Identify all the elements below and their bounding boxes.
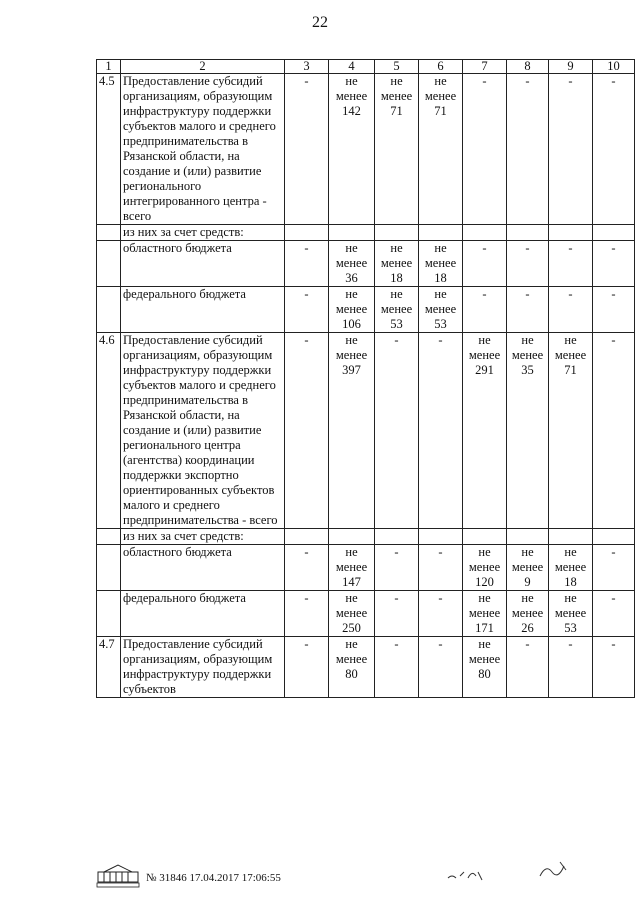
header-cell: 10 [593,60,635,74]
row-name: федерального бюджета [121,591,285,637]
row-value: - [593,545,635,591]
table-row [97,545,635,591]
row-number: 4.7 [97,637,121,698]
row-number [97,591,121,637]
row-value: - [285,241,329,287]
table-row [97,333,635,529]
table-row [97,287,635,333]
row-value: не менее 171 [463,591,507,637]
row-number [97,545,121,591]
row-value: - [549,241,593,287]
row-value: - [593,637,635,698]
row-number [97,287,121,333]
row-value: - [419,591,463,637]
table-row [97,591,635,637]
row-value: не менее 71 [549,333,593,529]
row-value [375,529,419,545]
header-cell: 3 [285,60,329,74]
row-name: Предоставление субсидий организациям, образующим инфраструктуру поддержки субъектов [121,637,285,698]
row-value: не менее 71 [375,74,419,225]
header-cell: 2 [121,60,285,74]
row-value: не менее 120 [463,545,507,591]
row-value: - [285,637,329,698]
row-value: не менее 250 [329,591,375,637]
row-value: - [549,287,593,333]
table-row [97,225,635,241]
row-number: 4.5 [97,74,121,225]
row-value: - [507,287,549,333]
signature-mark-icon [536,858,576,882]
row-value: - [593,287,635,333]
table-row [97,529,635,545]
row-name: Предоставление субсидий организациям, образующим инфраструктуру поддержки субъектов малого и среднего предпринимательства в Рязанской области, на создание и (или) развитие регионального центра (агентства) координации поддержки экспортно ориентированных субъектов малого и среднего предпринимательства - всего [121,333,285,529]
row-value: - [507,637,549,698]
table-row [97,74,635,225]
registration-stamp: № 31846 17.04.2017 17:06:55 [146,872,281,884]
row-value: не менее 106 [329,287,375,333]
row-value: - [375,333,419,529]
header-cell: 4 [329,60,375,74]
row-name: федерального бюджета [121,287,285,333]
row-name: областного бюджета [121,545,285,591]
row-value: - [549,74,593,225]
row-value: не менее 18 [375,241,419,287]
row-value: - [463,287,507,333]
row-value [593,225,635,241]
row-value: - [285,287,329,333]
row-value: - [463,74,507,225]
row-value: - [593,591,635,637]
row-value: не менее 291 [463,333,507,529]
row-value: не менее 397 [329,333,375,529]
row-value: - [593,241,635,287]
row-value: - [419,637,463,698]
header-cell: 1 [97,60,121,74]
row-value: не менее 26 [507,591,549,637]
row-value [419,225,463,241]
row-value [285,529,329,545]
row-value: - [593,333,635,529]
footer [96,864,616,894]
row-value [463,529,507,545]
row-value [285,225,329,241]
row-value: не менее 53 [549,591,593,637]
row-value [507,529,549,545]
row-value: - [419,333,463,529]
row-value: не менее 18 [549,545,593,591]
row-value [549,529,593,545]
row-value: - [549,637,593,698]
header-cell: 7 [463,60,507,74]
row-value: - [285,333,329,529]
row-name: из них за счет средств: [121,529,285,545]
row-value: - [285,591,329,637]
row-value: не менее 35 [507,333,549,529]
row-value [463,225,507,241]
row-value [507,225,549,241]
header-row [97,60,635,74]
row-number: 4.6 [97,333,121,529]
table-row [97,241,635,287]
table-row [97,637,635,698]
row-value: не менее 147 [329,545,375,591]
header-cell: 8 [507,60,549,74]
header-cell: 9 [549,60,593,74]
row-value: не менее 18 [419,241,463,287]
row-value: - [375,545,419,591]
signature-mark-icon [446,864,486,884]
row-number [97,529,121,545]
row-value [593,529,635,545]
row-value: не менее 36 [329,241,375,287]
table-body [97,60,635,698]
row-number [97,225,121,241]
row-name: областного бюджета [121,241,285,287]
row-value: - [507,241,549,287]
building-logo-icon [96,864,140,888]
row-name: Предоставление субсидий организациям, образующим инфраструктуру поддержки субъектов малого и среднего предпринимательства в Рязанской области, на создание и (или) развитие регионального интегрированного центра - всего [121,74,285,225]
row-value: не менее 142 [329,74,375,225]
row-value [549,225,593,241]
row-value [329,225,375,241]
row-value: - [419,545,463,591]
header-cell: 6 [419,60,463,74]
row-value: не менее 53 [419,287,463,333]
page-number: 22 [312,14,328,31]
row-value: - [375,591,419,637]
row-value [419,529,463,545]
row-value [375,225,419,241]
indicators-table [96,59,635,698]
header-cell: 5 [375,60,419,74]
row-value: - [593,74,635,225]
row-value: - [285,74,329,225]
row-number [97,241,121,287]
row-value: не менее 9 [507,545,549,591]
row-value: не менее 80 [463,637,507,698]
row-value: не менее 80 [329,637,375,698]
row-value: не менее 71 [419,74,463,225]
row-value: - [507,74,549,225]
row-value: - [285,545,329,591]
row-name: из них за счет средств: [121,225,285,241]
row-value [329,529,375,545]
row-value: не менее 53 [375,287,419,333]
row-value: - [375,637,419,698]
row-value: - [463,241,507,287]
